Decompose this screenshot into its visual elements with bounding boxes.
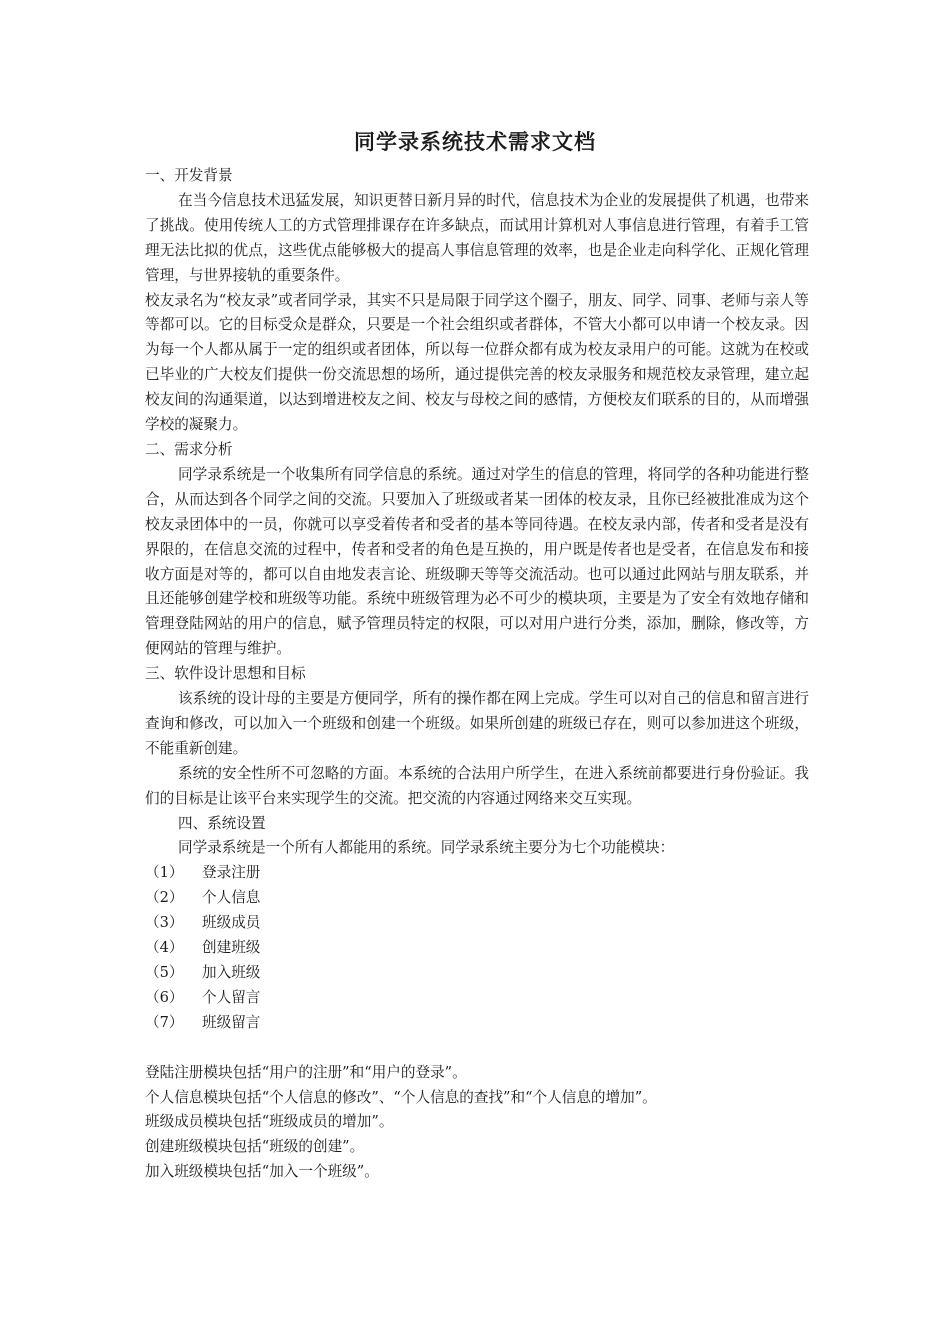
list-item — [145, 986, 809, 1011]
blank-line — [145, 1036, 809, 1061]
list-item — [145, 861, 809, 886]
list-label: 加入班级 — [202, 964, 261, 981]
document-title: 同学录系统技术需求文档 — [354, 129, 596, 154]
list-item — [145, 961, 809, 986]
module-detail-class-members: 班级成员模块包括“班级成员的增加”。 — [145, 1113, 394, 1131]
list-number: （7） — [145, 1013, 184, 1031]
section-heading-requirements: 二、需求分析 — [145, 440, 233, 458]
list-number: （4） — [145, 939, 184, 957]
list-label: 班级留言 — [202, 1013, 261, 1031]
list-number: （6） — [145, 988, 184, 1006]
list-number: （3） — [145, 914, 184, 932]
module-detail-join-class: 加入班级模块包括“加入一个班级”。 — [145, 1163, 379, 1181]
list-item — [145, 1011, 809, 1036]
document-body — [145, 164, 809, 1185]
list-number: （1） — [145, 864, 184, 882]
list-label: 个人留言 — [202, 988, 261, 1006]
paragraph-settings-1: 同学录系统是一个所有人都能用的系统。同学录系统主要分为七个功能模块： — [178, 839, 675, 857]
module-detail-personal-info: 个人信息模块包括“个人信息的修改”、“个人信息的查找”和“个人信息的增加”。 — [145, 1088, 657, 1106]
paragraph-background-2: 校友录名为“校友录”或者同学录，其实不只是局限于同学这个圈子，朋友、同学、同事、老师与亲人等等都可以。它的目标受众是群众，只要是一个社会组织或者群体，不管大小都可以申请一个校友录。因为每一个人都从属于一定的组织或者团体，所以每一位群众都有成为校友录用户的可能。这就为在校或已毕业的广大校友们提供一份交流思想的场所，通过提供完善的校友录服务和规范校友录管理，建立起校友间的沟通渠道，以达到增进校友之间、校友与母校之间的感情，方便校友们联系的目的，从而增强学校的凝聚力。 — [145, 291, 809, 434]
module-list — [145, 861, 809, 1035]
module-detail-create-class: 创建班级模块包括“班级的创建”。 — [145, 1138, 365, 1156]
list-label: 班级成员 — [202, 914, 261, 932]
paragraph-background-1: 在当今信息技术迅猛发展，知识更替日新月异的时代，信息技术为企业的发展提供了机遇，也带来了挑战。使用传统人工的方式管理排课存在许多缺点，而试用计算机对人事信息进行管理，有着手工管理无法比拟的优点，这些优点能够极大的提高人事信息管理的效率，也是企业走向科学化、正规化管理管理，与世界接轨的重要条件。 — [145, 191, 809, 284]
section-heading-design: 三、软件设计思想和目标 — [145, 665, 306, 683]
section-heading-background: 一、开发背景 — [145, 167, 233, 184]
paragraph-design-1: 该系统的设计母的主要是方便同学，所有的操作都在网上完成。学生可以对自己的信息和留言进行查询和修改，可以加入一个班级和创建一个班级。如果所创建的班级已存在，则可以参加进这个班级，不能重新创建。 — [145, 690, 809, 757]
paragraph-requirements-1: 同学录系统是一个收集所有同学信息的系统。通过对学生的信息的管理，将同学的各种功能进行整合，从而达到各个同学之间的交流。只要加入了班级或者某一团体的校友录，且你已经被批准成为这个校友录团体中的一员，你就可以享受着传者和受者的基本等同待遇。在校友录内部，传者和受者是没有界限的，在信息交流的过程中，传者和受者的角色是互换的，用户既是传者也是受者，在信息发布和接收方面是对等的，都可以自由地发表言论、班级聊天等等交流活动。也可以通过此网站与朋友联系，并且还能够创建学校和班级等功能。系统中班级管理为必不可少的模块项，主要是为了安全有效地存储和管理登陆网站的用户的信息，赋予管理员特定的权限，可以对用户进行分类，添加，删除，修改等，方便网站的管理与维护。 — [145, 465, 809, 658]
paragraph-design-2: 系统的安全性所不可忽略的方面。本系统的合法用户所学生，在进入系统前都要进行身份验证。我们的目标是让该平台来实现学生的交流。把交流的内容通过网络来交互实现。 — [145, 764, 809, 807]
list-label: 登录注册 — [202, 864, 261, 882]
section-heading-settings: 四、系统设置 — [178, 814, 266, 832]
list-label: 个人信息 — [202, 889, 261, 907]
list-label: 创建班级 — [202, 939, 261, 957]
list-item — [145, 936, 809, 961]
list-item — [145, 911, 809, 936]
list-number: （5） — [145, 964, 184, 981]
list-item — [145, 886, 809, 911]
list-number: （2） — [145, 889, 184, 907]
module-detail-login: 登陆注册模块包括“用户的注册”和“用户的登录”。 — [145, 1063, 467, 1081]
